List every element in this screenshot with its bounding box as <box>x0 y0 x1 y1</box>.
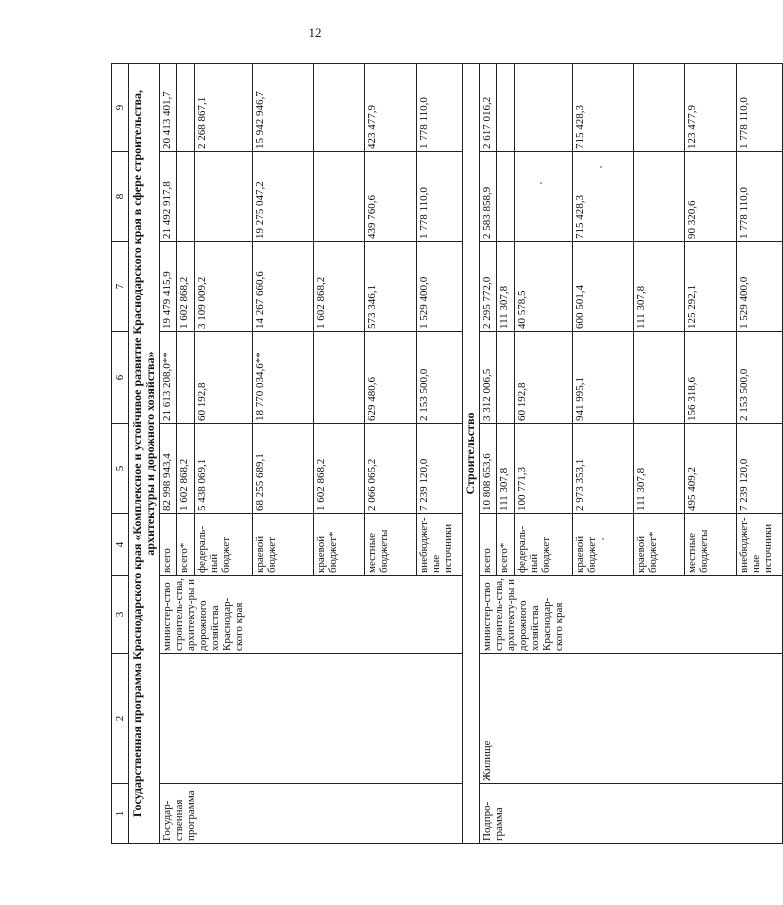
column-number: 9 <box>112 64 129 152</box>
amount-cell: 3 312 006,5 <box>480 332 497 424</box>
amount-cell: 573 346,1 <box>365 242 417 332</box>
amount-cell: 1 778 110,0 <box>417 152 463 242</box>
amount-cell: 2 268 867,1 <box>195 64 253 152</box>
program-title-row <box>129 64 160 844</box>
program-title: Государственная программа Краснодарского края «Комплексное и устойчивое развитие Краснодарского края в сфере строительства, архитектуры и дорожного хозяйства» <box>129 64 160 844</box>
amount-cell: 18 770 034,6** <box>253 332 314 424</box>
amount-cell: 439 760,6 <box>365 152 417 242</box>
amount-cell: 20 413 401,7 <box>160 64 177 152</box>
amount-cell: 68 255 689,1 <box>253 424 314 514</box>
page-number: 12 <box>308 25 322 40</box>
amount-cell: 60 192,8 <box>515 332 573 424</box>
amount-cell: 600 501,4 <box>573 242 634 332</box>
amount-cell: 1 529 400,0 <box>417 242 463 332</box>
amount-cell <box>497 332 515 424</box>
column-number: 7 <box>112 242 129 332</box>
amount-cell: 1 602 868,2 <box>314 424 365 514</box>
column-number: 1 <box>112 784 129 844</box>
amount-cell <box>634 152 685 242</box>
funding-source: внебюджет-ные источники <box>737 514 783 576</box>
amount-cell <box>177 332 195 424</box>
program-block <box>160 64 463 844</box>
amount-cell: 10 808 653,6 <box>480 424 497 514</box>
scan-speck <box>540 182 542 184</box>
amount-cell: 111 307,8 <box>497 242 515 332</box>
amount-cell: 1 778 110,0 <box>417 64 463 152</box>
row-group-name <box>160 654 463 784</box>
funding-source: краевой бюджет <box>573 514 634 576</box>
funding-source: местные бюджеты <box>685 514 737 576</box>
column-number-row <box>112 64 129 844</box>
amount-cell <box>634 64 685 152</box>
funding-source: внебюджет-ные источники <box>417 514 463 576</box>
amount-cell: 1 602 868,2 <box>314 242 365 332</box>
subprogram-block <box>480 64 783 844</box>
responsible-body: министер-ство строитель-ства, архитекту-ры и дорожного хозяйства Краснодар-ского края <box>160 576 463 654</box>
column-number: 8 <box>112 152 129 242</box>
budget-row <box>480 64 497 844</box>
amount-cell <box>634 332 685 424</box>
amount-cell: 60 192,8 <box>195 332 253 424</box>
amount-cell: 1 778 110,0 <box>737 152 783 242</box>
responsible-body: министер-ство строитель-ства, архитекту-ры и дорожного хозяйства Краснодар-ского края <box>480 576 783 654</box>
amount-cell: 1 602 868,2 <box>177 242 195 332</box>
funding-source: краевой бюджет <box>253 514 314 576</box>
column-number: 2 <box>112 654 129 784</box>
amount-cell <box>314 152 365 242</box>
amount-cell: 100 771,3 <box>515 424 573 514</box>
funding-source: всего* <box>177 514 195 576</box>
column-number: 3 <box>112 576 129 654</box>
amount-cell <box>497 64 515 152</box>
amount-cell: 19 275 047,2 <box>253 152 314 242</box>
funding-source: краевой бюджет* <box>634 514 685 576</box>
amount-cell: 156 318,6 <box>685 332 737 424</box>
amount-cell: 40 578,5 <box>515 242 573 332</box>
amount-cell: 1 529 400,0 <box>737 242 783 332</box>
amount-cell: 1 602 868,2 <box>177 424 195 514</box>
row-group-type: Государ-ственная программа <box>160 784 463 844</box>
row-group-name: Жилище <box>480 654 783 784</box>
scan-speck <box>600 166 602 168</box>
amount-cell <box>177 64 195 152</box>
amount-cell: 2 295 772,0 <box>480 242 497 332</box>
amount-cell: 715 428,3 <box>573 64 634 152</box>
amount-cell: 19 479 415,9 <box>160 242 177 332</box>
amount-cell: 1 778 110,0 <box>737 64 783 152</box>
section-title: Строительство <box>463 64 480 844</box>
amount-cell: 125 292,1 <box>685 242 737 332</box>
amount-cell: 423 477,9 <box>365 64 417 152</box>
amount-cell: 2 153 500,0 <box>417 332 463 424</box>
funding-source: всего <box>480 514 497 576</box>
rotated-table-container <box>111 64 774 844</box>
amount-cell: 111 307,8 <box>497 424 515 514</box>
amount-cell: 941 995,1 <box>573 332 634 424</box>
funding-source: всего <box>160 514 177 576</box>
funding-source: всего* <box>497 514 515 576</box>
amount-cell: 90 320,6 <box>685 152 737 242</box>
amount-cell: 7 239 120,0 <box>417 424 463 514</box>
amount-cell <box>497 152 515 242</box>
amount-cell: 2 617 016,2 <box>480 64 497 152</box>
amount-cell: 82 998 943,4 <box>160 424 177 514</box>
amount-cell: 2 973 353,1 <box>573 424 634 514</box>
amount-cell <box>314 64 365 152</box>
scan-speck <box>602 538 604 540</box>
amount-cell: 7 239 120,0 <box>737 424 783 514</box>
column-number: 5 <box>112 424 129 514</box>
funding-source: федераль-ный бюджет <box>515 514 573 576</box>
amount-cell: 15 942 946,7 <box>253 64 314 152</box>
amount-cell: 495 409,2 <box>685 424 737 514</box>
amount-cell: 21 613 208,0** <box>160 332 177 424</box>
amount-cell: 3 109 009,2 <box>195 242 253 332</box>
column-number: 6 <box>112 332 129 424</box>
budget-table <box>111 63 783 844</box>
amount-cell: 111 307,8 <box>634 242 685 332</box>
funding-source: местные бюджеты <box>365 514 417 576</box>
funding-source: краевой бюджет* <box>314 514 365 576</box>
amount-cell: 2 153 500,0 <box>737 332 783 424</box>
amount-cell: 123 477,9 <box>685 64 737 152</box>
amount-cell <box>195 152 253 242</box>
amount-cell <box>515 64 573 152</box>
amount-cell: 629 480,6 <box>365 332 417 424</box>
amount-cell: 111 307,8 <box>634 424 685 514</box>
amount-cell <box>314 332 365 424</box>
amount-cell: 21 492 917,8 <box>160 152 177 242</box>
amount-cell: 2 583 858,9 <box>480 152 497 242</box>
amount-cell <box>515 152 573 242</box>
amount-cell: 14 267 660,6 <box>253 242 314 332</box>
row-group-type: Подпро-грамма <box>480 784 783 844</box>
funding-source: федераль-ный бюджет <box>195 514 253 576</box>
amount-cell: 5 438 069,1 <box>195 424 253 514</box>
amount-cell <box>177 152 195 242</box>
column-number: 4 <box>112 514 129 576</box>
budget-row <box>160 64 177 844</box>
amount-cell: 715 428,3 <box>573 152 634 242</box>
section-row <box>463 64 480 844</box>
amount-cell: 2 066 065,2 <box>365 424 417 514</box>
